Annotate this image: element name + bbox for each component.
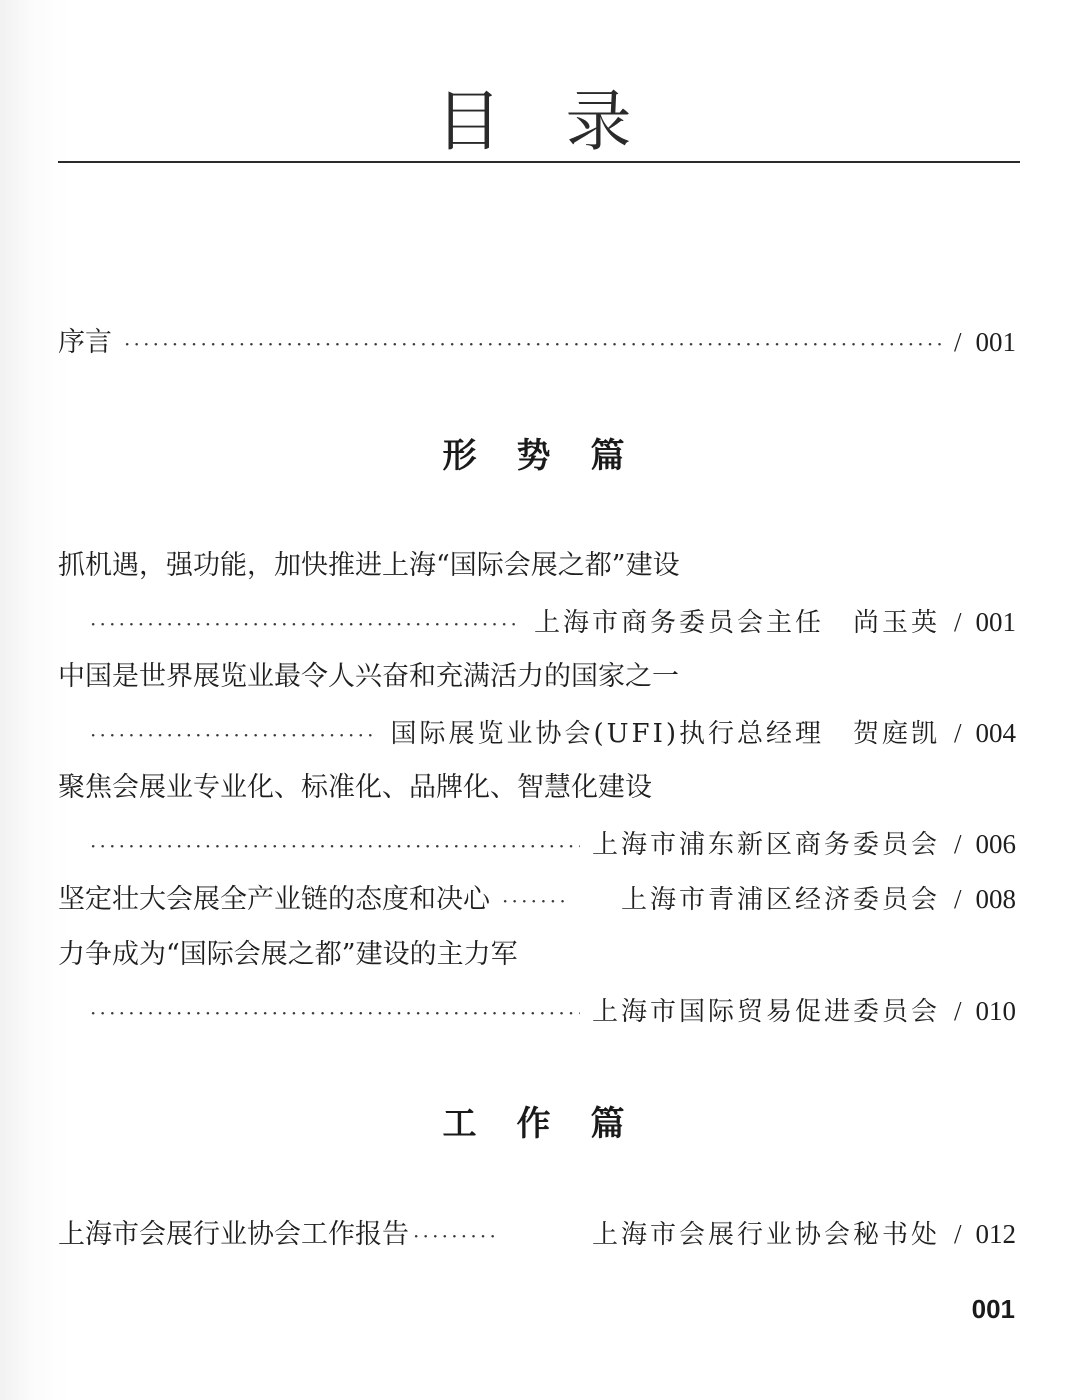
toc-entry-detail[interactable] [90, 824, 1016, 864]
entry-author: 上海市青浦区经济委员会 [620, 885, 940, 915]
leader-dots [90, 604, 522, 644]
page-folio: 001 [971, 1294, 1015, 1324]
page-separator: / [953, 327, 962, 357]
entry-page: 008 [975, 884, 1016, 914]
entry-page: 001 [975, 607, 1016, 637]
leader-dots [90, 826, 580, 866]
entry-author: 上海市浦东新区商务委员会 [591, 830, 940, 860]
section-heading-work: 工作篇 [442, 1104, 665, 1144]
page-separator: / [953, 996, 962, 1026]
entry-page: 010 [975, 996, 1016, 1026]
page-separator: / [953, 607, 962, 637]
entry-page: 006 [975, 829, 1016, 859]
entry-title: 坚定壮大会展全产业链的态度和决心 [58, 884, 490, 915]
page-title: 目录 [435, 83, 696, 160]
toc-entry-detail[interactable] [90, 991, 1016, 1031]
toc-entry-detail[interactable] [90, 602, 1016, 642]
entry-author: 上海市商务委员会主任 尚玉英 [533, 608, 940, 638]
section-heading-situation: 形势篇 [442, 436, 665, 476]
leader-dots [124, 324, 942, 364]
toc-entry-title[interactable]: 力争成为“国际会展之都”建设的主力军 [58, 939, 518, 970]
entry-author: 上海市国际贸易促进委员会 [591, 997, 940, 1027]
entry-author: 上海市会展行业协会秘书处 [591, 1220, 940, 1250]
title-rule [58, 161, 1020, 163]
entry-page: 001 [975, 327, 1016, 357]
leader-dots [413, 1216, 499, 1256]
toc-entry-detail[interactable] [90, 713, 1016, 753]
leader-dots [90, 715, 378, 755]
entry-page: 012 [975, 1219, 1016, 1249]
page-separator: / [953, 1219, 962, 1249]
entry-page: 004 [975, 718, 1016, 748]
toc-entry-title[interactable]: 聚焦会展业专业化、标准化、品牌化、智慧化建设 [58, 772, 652, 803]
page-separator: / [953, 829, 962, 859]
entry-author: 国际展览业协会(UFI)执行总经理 贺庭凯 [390, 719, 940, 749]
toc-entry-title[interactable]: 抓机遇，强功能，加快推进上海“国际会展之都”建设 [58, 550, 680, 581]
page-separator: / [953, 718, 962, 748]
entry-title: 上海市会展行业协会工作报告 [58, 1219, 409, 1250]
toc-entry-title[interactable]: 中国是世界展览业最令人兴奋和充满活力的国家之一 [58, 661, 679, 692]
leader-dots [90, 993, 580, 1033]
entry-title: 序言 [58, 327, 112, 358]
toc-entry[interactable] [58, 1214, 1016, 1254]
toc-entry[interactable] [58, 879, 1016, 919]
leader-dots [502, 881, 568, 921]
page-separator: / [953, 884, 962, 914]
toc-entry-preface[interactable] [58, 322, 1016, 362]
